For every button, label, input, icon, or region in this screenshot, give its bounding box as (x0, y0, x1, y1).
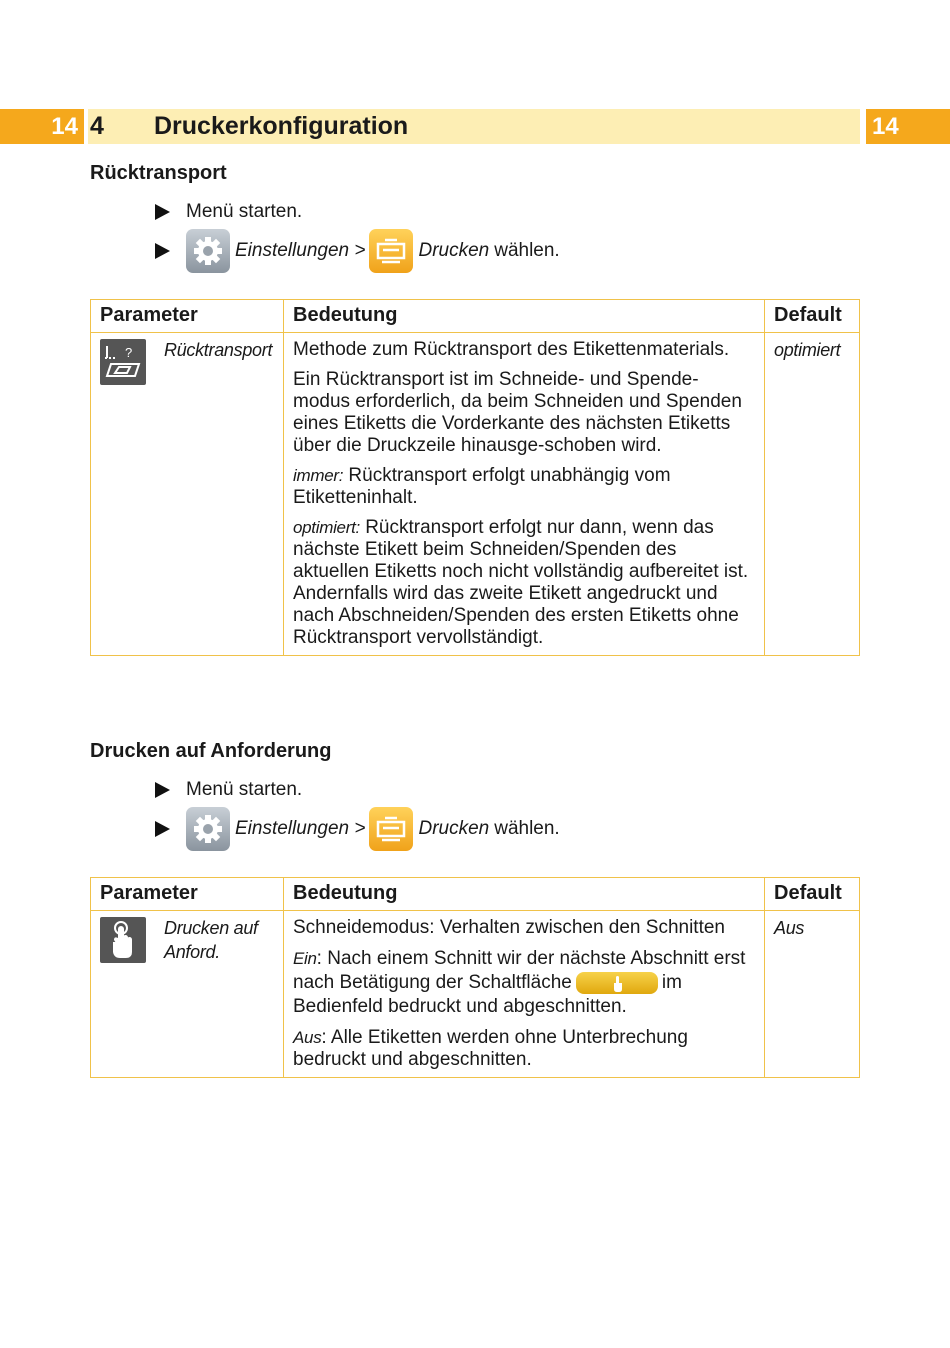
settings-label: Einstellungen > (235, 818, 366, 839)
parameter-table-drucken-auf-anforderung (90, 877, 860, 1078)
page-number-right: 14 (866, 109, 950, 144)
desc-para: Schneidemodus: Verhalten zwischen den Schnitten (293, 917, 725, 938)
choose-text: wählen. (494, 240, 560, 261)
step-settings-print (155, 229, 560, 273)
param-name: Rücktransport (164, 340, 273, 360)
header-bedeutung: Bedeutung (284, 878, 765, 911)
chapter-number: 4 (90, 112, 104, 140)
parameter-table-ruecktransport (90, 299, 860, 656)
section-title-drucken-auf-anforderung: Drucken auf Anforderung (90, 740, 332, 762)
print-icon[interactable] (369, 229, 413, 273)
desc-para: immer: Rücktransport erfolgt unabhängig vom Etiketteninhalt. (293, 465, 671, 508)
step-menu-start (155, 779, 302, 801)
section-title-ruecktransport: Rücktransport (90, 162, 227, 184)
step-menu-start (155, 201, 302, 223)
desc-para: Aus: Alle Etiketten werden ohne Unterbrechung bedruckt und abgeschnitten. (293, 1027, 688, 1070)
print-icon[interactable] (369, 807, 413, 851)
bullet-triangle-icon (155, 782, 170, 798)
page-number-left: 14 (0, 109, 84, 144)
settings-label: Einstellungen > (235, 240, 366, 261)
gear-icon[interactable] (186, 229, 230, 273)
header-bedeutung: Bedeutung (284, 300, 765, 333)
default-value: Aus (765, 911, 860, 1078)
desc-para: optimiert: Rücktransport erfolgt nur dann, wenn das nächste Etikett beim Schneiden/Spenden des aktuellen Etiketts noch nicht vollständig aufbereitet ist. Andernfalls wird das zweite Etikett angedruckt und nach Abschneiden/Spenden des ersten Etiketts ohne Rücktransport vervollständigt. (293, 517, 749, 648)
hand-pointer-icon (612, 975, 624, 999)
choose-text: wählen. (494, 818, 560, 839)
bullet-triangle-icon (155, 243, 170, 259)
svg-text:?: ? (125, 345, 133, 360)
table-row (91, 911, 860, 1078)
desc-para: Ein Rücktransport ist im Schneide- und Spende-modus erforderlich, da beim Schneiden und Spenden eines Etiketts die Vorderkante des nächsten Etiketts über die Druckzeile hinausge-schoben wird. (293, 369, 742, 456)
step-text: Menü starten. (186, 201, 303, 222)
feed-button[interactable] (576, 972, 658, 994)
hand-pointer-icon (100, 917, 146, 963)
gear-icon[interactable] (186, 807, 230, 851)
print-label: Drucken (418, 240, 490, 261)
header-default: Default (765, 300, 860, 333)
header-parameter: Parameter (91, 300, 284, 333)
default-value: optimiert (765, 333, 860, 656)
header-parameter: Parameter (91, 878, 284, 911)
bullet-triangle-icon (155, 204, 170, 220)
bullet-triangle-icon (155, 821, 170, 837)
step-text: Menü starten. (186, 779, 303, 800)
chapter-title: Druckerkonfiguration (154, 112, 409, 140)
header-default: Default (765, 878, 860, 911)
param-name: Drucken auf Anford. (164, 918, 258, 962)
step-settings-print (155, 807, 560, 851)
table-row (91, 333, 860, 656)
desc-para: Ein: Nach einem Schnitt wir der nächste Abschnitt erst nach Betätigung der Schaltfläche im Bedienfeld bedruckt und abgeschnitten. (293, 948, 746, 1017)
desc-para: Methode zum Rücktransport des Etikettenmaterials. (293, 339, 730, 360)
chapter-header (88, 109, 860, 144)
print-label: Drucken (418, 818, 490, 839)
backfeed-icon (100, 339, 146, 385)
